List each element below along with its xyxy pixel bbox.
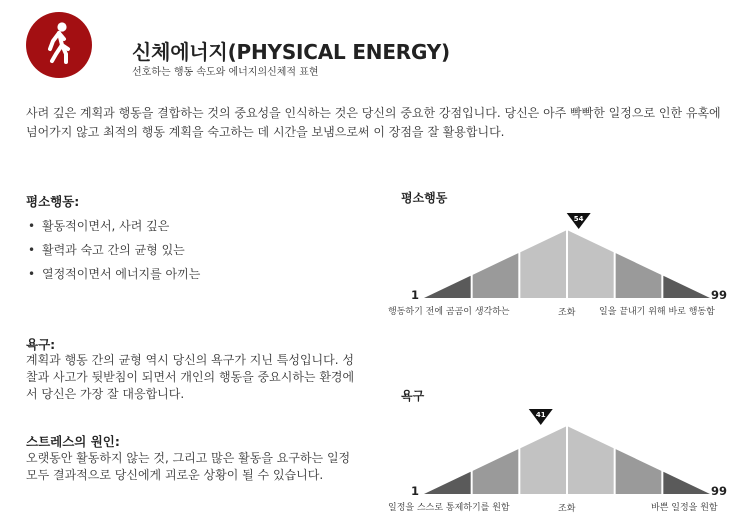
scale-segment	[424, 276, 471, 298]
page-title: 신체에너지(PHYSICAL ENERGY)	[132, 40, 450, 64]
scale-segment	[520, 231, 566, 299]
scale-center-caption: 조화	[558, 504, 576, 514]
walking-person-icon	[26, 12, 92, 78]
scale-title-needs: 욕구	[401, 389, 425, 403]
energy-scale-needs	[424, 411, 710, 496]
usual-behavior-list	[26, 214, 200, 286]
page-subtitle: 선호하는 행동 속도와 에너지의신체적 표현	[132, 67, 319, 78]
scale-left-caption: 행동하기 전에 곰곰이 생각하는	[388, 307, 510, 317]
scale-min-label: 1	[411, 288, 420, 302]
scale-segment	[663, 472, 710, 494]
needs-heading: 욕구:	[26, 337, 56, 352]
scale-segment	[616, 449, 662, 494]
scale-center-caption: 조화	[558, 308, 576, 318]
scale-segment	[424, 472, 471, 494]
scale-title-usual: 평소행동	[401, 191, 448, 205]
scale-min-label: 1	[411, 484, 420, 498]
intro-paragraph: 사려 깊은 계획과 행동을 결합하는 것의 중요성을 인식하는 것은 당신의 중요한 강점입니다. 당신은 아주 빡빡한 일정으로 인한 유혹에 넘어가지 않고 최적의 행동 계획을 숙고하는 데 시간을 보냄으로써 이 장점을 잘 활용합니다.	[26, 106, 721, 139]
scale-segment	[473, 253, 519, 298]
scale-segment	[520, 427, 566, 495]
scale-right-caption: 일을 끝내기 위해 바로 행동함	[599, 307, 715, 317]
scale-segment	[473, 449, 519, 494]
header-logo	[26, 12, 92, 78]
score-marker-label: 54	[573, 215, 584, 223]
scale-segment	[663, 276, 710, 298]
scale-left-caption: 일정을 스스로 통제하기를 원함	[388, 503, 510, 513]
scale-graphic	[424, 215, 710, 300]
scale-max-label: 99	[711, 288, 728, 302]
stress-paragraph: 오랫동안 활동하지 않는 것, 그리고 많은 활동을 요구하는 일정 모두 결과적으로 당신에게 괴로운 상황이 될 수 있습니다.	[26, 451, 351, 482]
scale-segment	[568, 427, 614, 495]
stress-heading: 스트레스의 원인:	[26, 434, 120, 449]
scale-right-caption: 바쁜 일정을 원함	[651, 503, 718, 513]
list-item: • 열정적이면서 에너지를 아끼는	[26, 262, 200, 286]
scale-max-label: 99	[711, 484, 728, 498]
scale-segment	[616, 253, 662, 298]
energy-scale-usual	[424, 215, 710, 300]
list-item: • 활력과 숙고 간의 균형 있는	[26, 238, 200, 262]
needs-paragraph: 계획과 행동 간의 균형 역시 당신의 욕구가 지닌 특성입니다. 성찰과 사고가 뒷받침이 되면서 개인의 행동을 중요시하는 환경에서 당신은 가장 잘 대응합니다.	[26, 353, 355, 401]
scale-segment	[568, 231, 614, 299]
list-item: • 활동적이면서, 사려 깊은	[26, 214, 200, 238]
usual-behavior-heading: 평소행동:	[26, 194, 80, 209]
scale-graphic	[424, 411, 710, 496]
score-marker-label: 41	[535, 411, 546, 419]
